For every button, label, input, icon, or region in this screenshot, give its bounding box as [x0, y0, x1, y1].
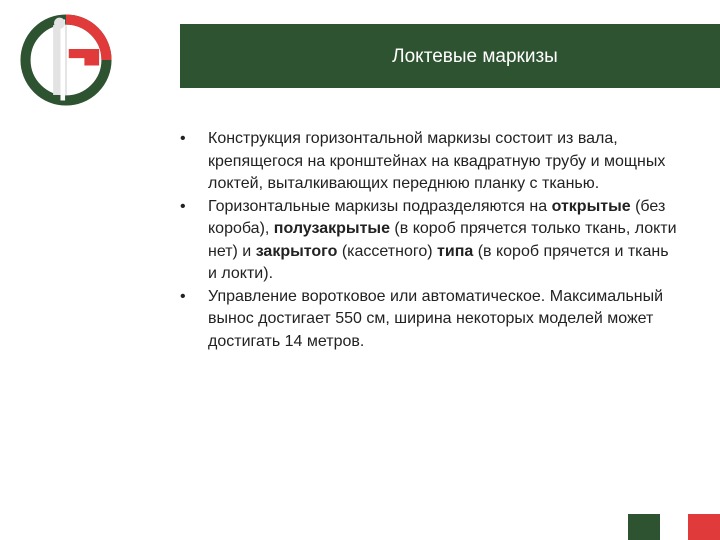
bullet-item	[180, 196, 680, 286]
bullet-text: (без короба),	[208, 197, 666, 237]
bold-term: закрытого	[255, 242, 338, 260]
bullet-text: (в короб прячется и ткань и локти).	[208, 242, 669, 282]
bullet-text: (кассетного)	[337, 242, 438, 260]
bold-term: типа	[437, 242, 474, 260]
title-bar	[180, 24, 720, 88]
bullet-text: Конструкция горизонтальной маркизы состоит из вала, крепящегося на кронштейнах на квадратную трубу и мощных локтей, выталкивающих переднюю планку с тканью.	[208, 130, 666, 192]
bullet-marker: •	[180, 130, 186, 147]
bullet-item	[180, 286, 680, 354]
bullet-marker: •	[180, 287, 186, 305]
decorative-green-square	[628, 514, 660, 540]
bullet-text: (в короб прячется только ткань, локти нет) и	[208, 220, 677, 260]
decorative-red-square	[688, 514, 720, 540]
company-logo-icon	[20, 14, 112, 106]
bullet-text: Горизонтальные маркизы подразделяются на	[208, 197, 552, 215]
bullet-text: Управление воротковое или автоматическое. Максимальный вынос достигает 550 см, ширина некоторых моделей может достигать 14 метров.	[208, 287, 664, 350]
bullet-item	[180, 128, 680, 196]
bullet-marker: •	[180, 197, 186, 215]
slide-title: Локтевые маркизы	[392, 46, 558, 67]
bold-term: открытые	[551, 197, 631, 215]
bold-term: полузакрытые	[273, 220, 390, 237]
bullet-list	[180, 128, 680, 353]
